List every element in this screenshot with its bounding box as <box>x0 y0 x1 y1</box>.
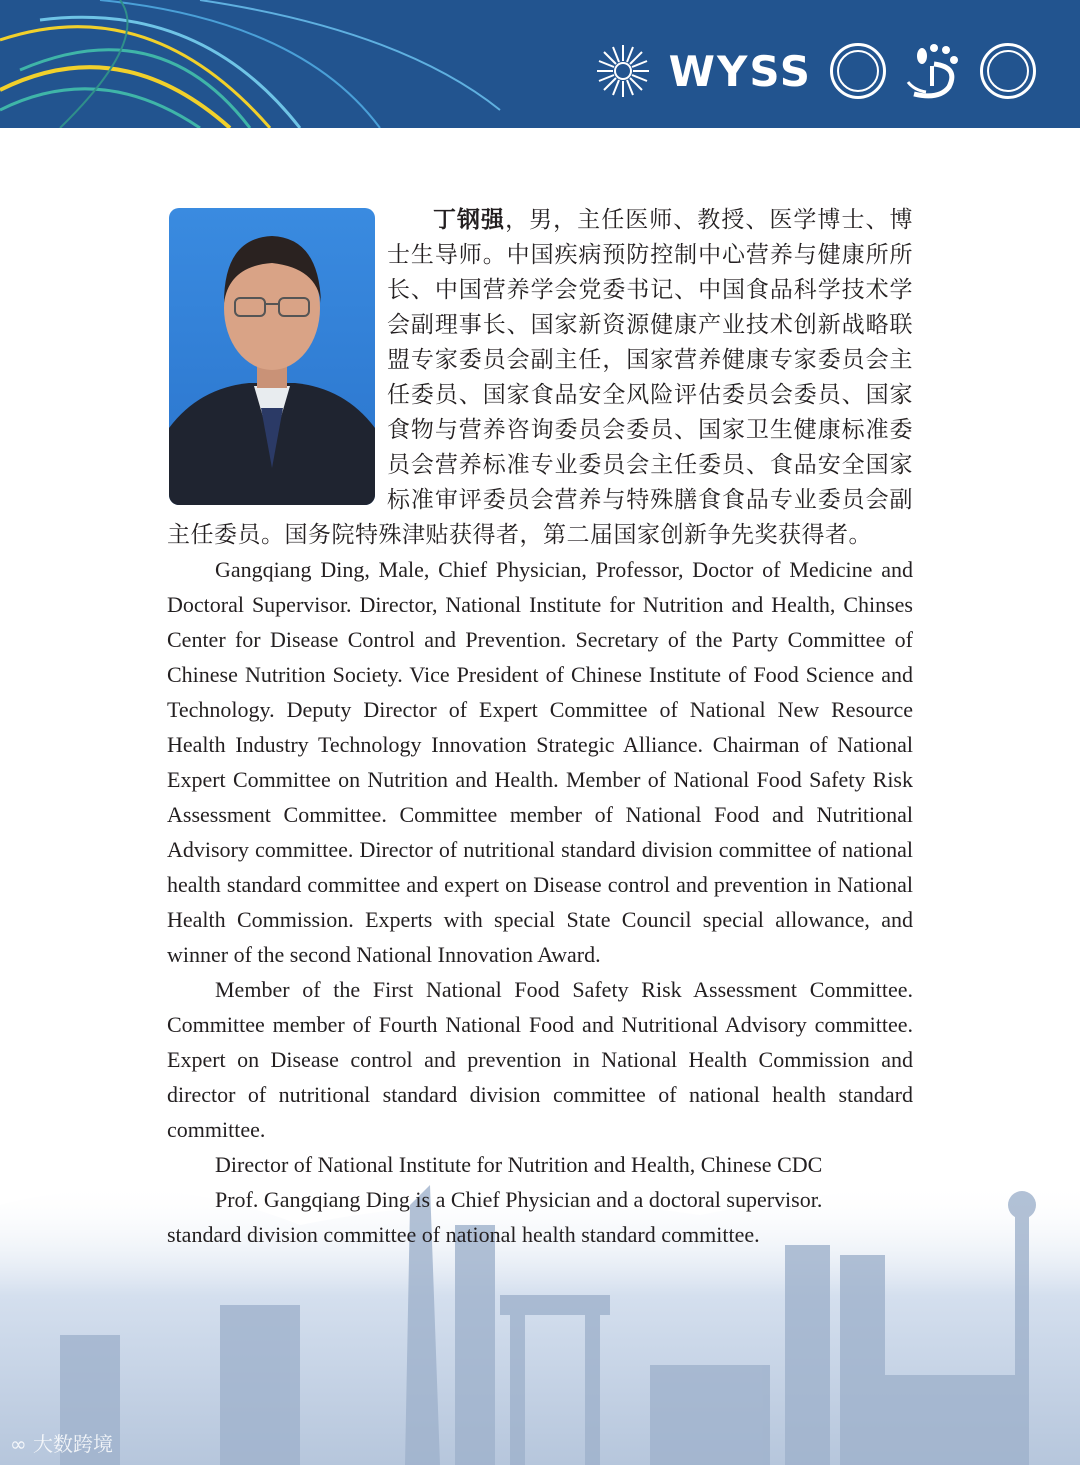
society-seal-icon <box>830 43 886 99</box>
watermark-text: 大数跨境 <box>33 1432 114 1456</box>
wyss-sunburst-icon <box>595 43 651 99</box>
bio-english-5: standard division committee of national health standard committee. <box>167 1222 760 1247</box>
bio-chinese-text: ，男，主任医师、教授、医学博士、博士生导师。中国疾病预防控制中心营养与健康所所长、中国营养学会党委书记、中国食品科学技术学会副理事长、国家新资源健康产业技术创新战略联盟专家委员会副主任，国家营养健康专家委员会主任委员、国家食品安全风险评估委员会委员、国家食物与营养咨询委员会委员、国家卫生健康标准委员会营养标准专业委员会主任委员、食品安全国家标准审评委员会营养与特殊膳食食品专业委员会副主任委员。国务院特殊津贴获得者，第二届国家创新争先奖获得者。 <box>167 207 914 547</box>
bio-english-3: Director of National Institute for Nutrition and Health, Chinese CDC <box>215 1152 823 1177</box>
watermark: ∞ 大数跨境 <box>10 1432 114 1456</box>
decorative-swirl <box>0 0 520 128</box>
bio-english-1: Gangqiang Ding, Male, Chief Physician, Professor, Doctor of Medicine and Doctoral Supervisor. Director, National Institute for Nutrition and Health, Chinses Center for Disease Control and Prevention. Secretary of the Party Committee of Chinese Nutrition Society. Vice President of Chinese Institute of Food Science and Technology. Deputy Director of Expert Committee of National New Resource Health Industry Technology Innovation Strategic Alliance. Chairman of National Expert Committee on Nutrition and Health. Member of National Food Safety Risk Assessment Committee. Committee member of National Food and Nutritional Advisory committee. Director of nutritional standard division committee of national health standard committee and expert on Disease control and prevention in National Health Commission. Experts with special State Council special allowance, and winner of the second National Innovation Award. <box>167 557 913 967</box>
profile-content <box>167 202 913 1252</box>
wyss-logo-text: WYSS <box>668 46 812 96</box>
nutrition-figure-logo-icon <box>904 42 962 100</box>
header-banner <box>0 0 1080 128</box>
bio-english-4: Prof. Gangqiang Ding is a Chief Physician and a doctoral supervisor. <box>215 1187 823 1212</box>
name-chinese: 丁钢强 <box>433 207 506 232</box>
institute-seal-icon <box>980 43 1036 99</box>
partner-logos <box>595 42 1036 100</box>
bio-english-2: Member of the First National Food Safety Risk Assessment Committee. Committee member of Fourth National Food and Nutritional Advisory committee. Expert on Disease control and prevention in National Health Commission and director of nutritional standard division committee of national health standard committee. <box>167 977 913 1142</box>
portrait-photo <box>169 208 375 505</box>
